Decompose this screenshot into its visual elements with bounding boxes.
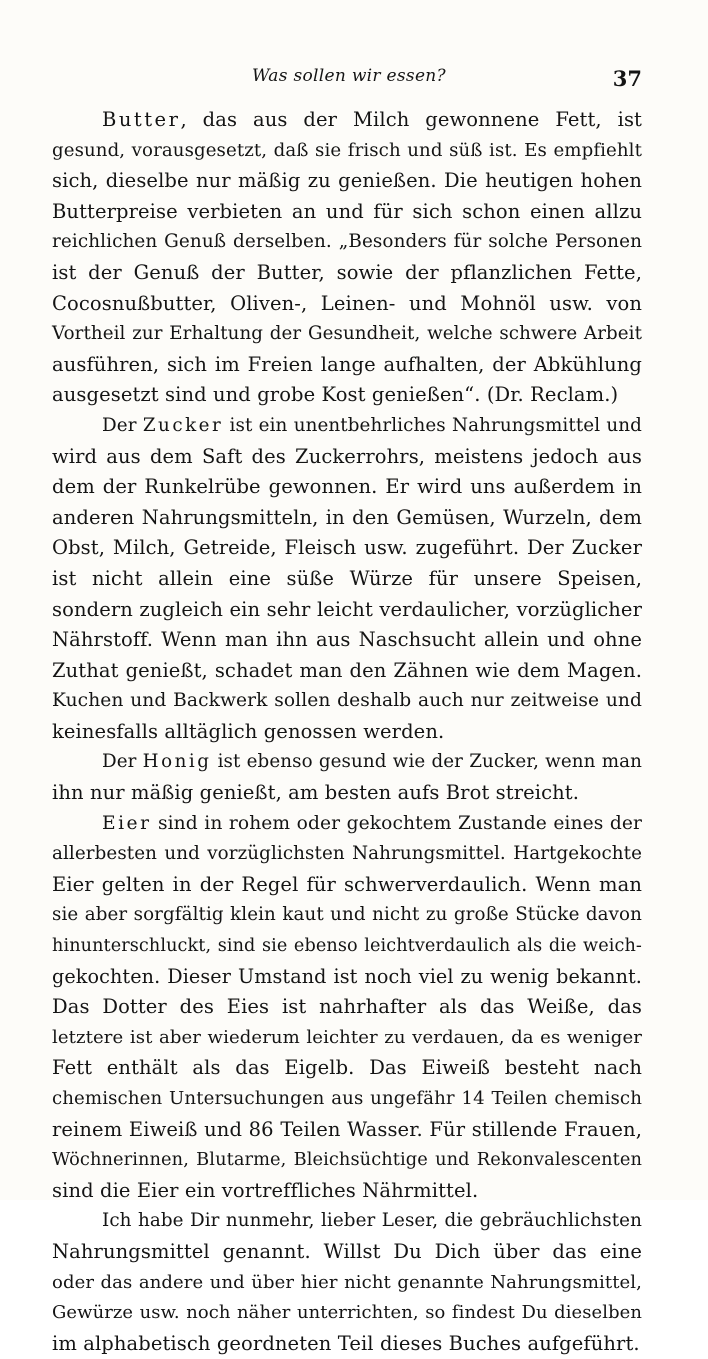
text-line — [52, 503, 642, 534]
text-line — [52, 1176, 642, 1207]
text-line — [52, 166, 642, 197]
text-line — [52, 900, 642, 931]
line-text: chemischen Untersuchungen aus ungefähr 14 Teilen chemisch — [52, 1088, 642, 1109]
text-line — [52, 289, 642, 320]
text-line — [52, 992, 642, 1023]
text-line — [52, 350, 642, 381]
line-text: sondern zugleich ein sehr leicht verdaulicher, vorzüglicher — [52, 597, 642, 621]
line-text: anderen Nahrungsmitteln, in den Gemüsen, Wurzeln, dem — [52, 505, 642, 529]
line-text: Cocosnußbutter, Oliven-, Leinen- und Mohnöl usw. von — [52, 291, 642, 315]
line-text: ihn nur mäßig genießt, am besten aufs Brot streicht. — [52, 781, 580, 805]
text-line — [52, 595, 642, 626]
line-text: Wöchnerinnen, Blutarme, Bleichsüchtige und Rekonvalescenten — [52, 1150, 642, 1171]
text-line — [52, 136, 642, 167]
text-line — [52, 1329, 642, 1359]
text-line — [52, 1237, 642, 1268]
line-text: ist ebenso gesund wie der Zucker, wenn man — [211, 751, 642, 773]
line-text: ist ein unentbehrliches Nahrungsmittel und — [223, 414, 642, 436]
text-line — [52, 1145, 642, 1176]
line-text: Nahrungsmittel genannt. Willst Du Dich über das eine — [52, 1239, 642, 1263]
body-text — [52, 105, 642, 1359]
text-line — [52, 105, 642, 136]
text-line — [52, 778, 642, 809]
text-line — [52, 1053, 642, 1084]
running-title: Was sollen wir essen? — [252, 66, 446, 86]
text-line — [52, 1084, 642, 1115]
line-text: sind in rohem oder gekochtem Zustande eines der — [151, 812, 642, 834]
line-text: Vortheil zur Erhaltung der Gesundheit, welche schwere Arbeit — [52, 323, 642, 345]
text-line — [52, 686, 642, 717]
line-text: Eier gelten in der Regel für schwerverdaulich. Wenn man — [52, 872, 642, 896]
line-text: Zuthat genießt, schadet man den Zähnen wie dem Magen. — [52, 658, 642, 682]
line-text: reinem Eiweiß und 86 Teilen Wasser. Für stillende Frauen, — [52, 1117, 642, 1141]
line-text: , das aus der Milch gewonnene Fett, ist — [180, 108, 642, 131]
line-text: Der — [102, 414, 143, 436]
text-line — [52, 931, 642, 962]
line-text: Obst, Milch, Getreide, Fleisch usw. zugeführt. Der Zucker — [52, 536, 642, 560]
text-line — [52, 1023, 642, 1054]
emphasized-term: Eier — [102, 812, 152, 834]
text-line — [52, 411, 642, 442]
line-text: dem der Runkelrübe gewonnen. Er wird uns außerdem in — [52, 475, 642, 499]
text-line — [52, 625, 642, 656]
line-text: Kuchen und Backwerk sollen deshalb auch nur zeitweise und — [52, 690, 642, 712]
text-line — [52, 1206, 642, 1237]
line-text: gesund, vorausgesetzt, daß sie frisch und süß ist. Es empfiehlt — [52, 139, 642, 161]
line-text: sie aber sorgfältig klein kaut und nicht zu große Stücke davon — [52, 904, 642, 926]
line-text: ausgesetzt sind und grobe Kost genießen“. (Dr. Reclam.) — [52, 383, 619, 407]
line-text: sind die Eier ein vortreffliches Nährmittel. — [52, 1178, 479, 1202]
text-line — [52, 227, 642, 258]
text-line — [52, 809, 642, 840]
emphasized-term: Butter — [102, 108, 181, 131]
line-text: im alphabetisch geordneten Teil dieses Buches aufgeführt. — [52, 1331, 640, 1355]
text-line — [52, 533, 642, 564]
line-text: keinesfalls alltäglich genossen werden. — [52, 719, 445, 743]
line-text: ausführen, sich im Freien lange aufhalten, der Abkühlung — [52, 352, 642, 376]
text-line — [52, 442, 642, 473]
line-text: wird aus dem Saft des Zuckerrohrs, meistens jedoch aus — [52, 444, 642, 468]
line-text: Fett enthält als das Eigelb. Das Eiweiß besteht nach — [52, 1056, 642, 1080]
line-text: Nährstoff. Wenn man ihn aus Naschsucht allein und ohne — [52, 628, 642, 652]
line-text: sich, dieselbe nur mäßig zu genießen. Die heutigen hohen — [52, 169, 642, 193]
line-text: Das Dotter des Eies ist nahrhafter als das Weiße, das — [52, 995, 642, 1019]
line-text: reichlichen Genuß derselben. „Besonders für solche Personen — [52, 231, 642, 253]
line-text: Gewürze usw. noch näher unterrichten, so findest Du dieselben — [52, 1302, 642, 1324]
text-line — [52, 564, 642, 595]
line-text: Butterpreise verbieten an und für sich schon einen allzu — [52, 199, 642, 223]
line-text: gekochten. Dieser Umstand ist noch viel zu wenig bekannt. — [52, 964, 642, 988]
text-line — [52, 839, 642, 870]
line-text: allerbesten und vorzüglichsten Nahrungsmittel. Hartgekochte — [52, 843, 642, 865]
line-text: ist nicht allein eine süße Würze für unsere Speisen, — [52, 566, 642, 590]
line-text: letztere ist aber wiederum leichter zu verdauen, da es weniger — [52, 1026, 642, 1048]
line-text: ist der Genuß der Butter, sowie der pflanzlichen Fette, — [52, 260, 642, 284]
text-line — [52, 380, 642, 411]
text-line — [52, 962, 642, 993]
emphasized-term: Zucker — [142, 414, 224, 436]
text-line — [52, 197, 642, 228]
page-number: 37 — [612, 66, 642, 91]
text-line — [52, 472, 642, 503]
line-text: hinunterschluckt, sind sie ebenso leichtverdaulich als die weich- — [52, 936, 642, 957]
line-text: Der — [102, 751, 143, 773]
line-text: oder das andere und über hier nicht genannte Nahrungsmittel, — [52, 1271, 642, 1293]
running-head — [56, 66, 642, 96]
text-line — [52, 1115, 642, 1146]
text-line — [52, 717, 642, 748]
line-text: Ich habe Dir nunmehr, lieber Leser, die gebräuchlichsten — [102, 1210, 642, 1232]
text-line — [52, 1298, 642, 1329]
text-line — [52, 258, 642, 289]
text-line — [52, 656, 642, 687]
text-line — [52, 1268, 642, 1299]
text-line — [52, 747, 642, 778]
emphasized-term: Honig — [142, 751, 212, 773]
text-line — [52, 319, 642, 350]
text-line — [52, 870, 642, 901]
